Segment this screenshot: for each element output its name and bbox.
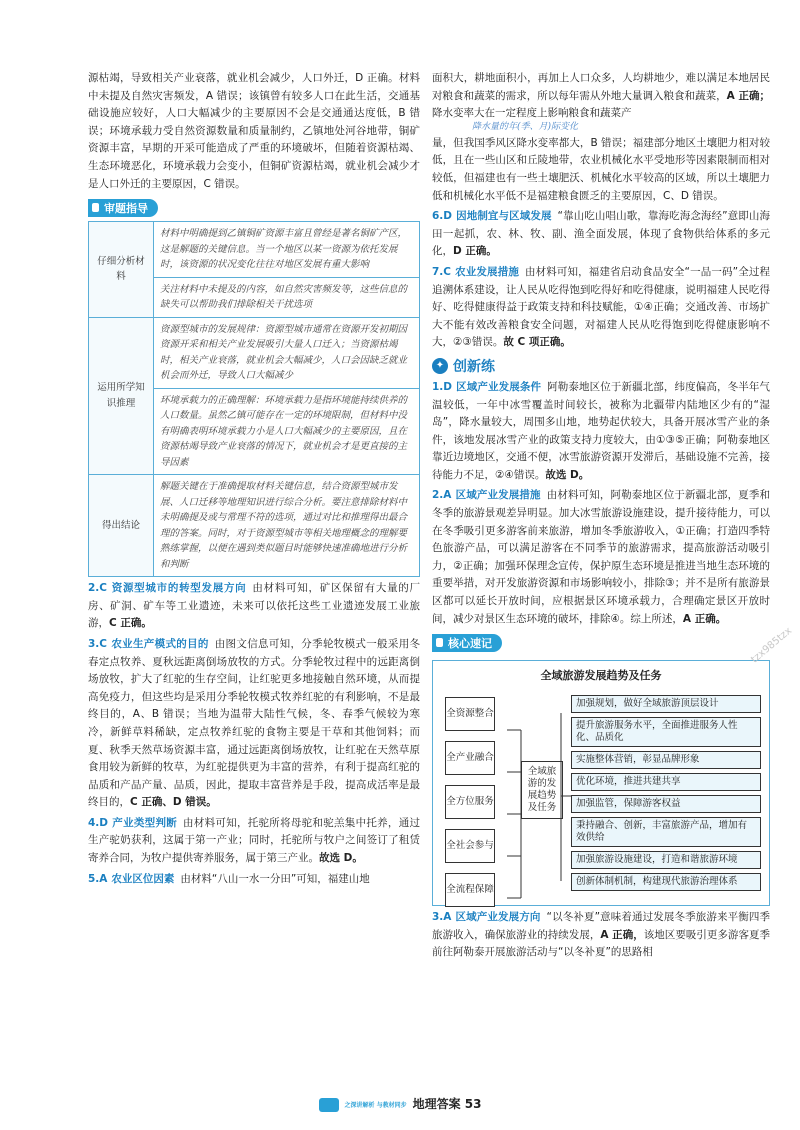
diagram-right-nodes [571, 695, 761, 895]
diagram-node: 全方位服务 [445, 785, 495, 819]
answer-text: 由图文信息可知，分季轮牧模式一般采用冬春定点牧养、夏秋远距离倒场放牧的方式。分季轮牧过程中的远距离倒场放牧，扩大了红驼的生存空间，让红驼更多地接触自然环境，从而提高免疫力，但这些均是采用分季轮牧模式牧养红驼的有利影响，不是最终目的，A、B 错误；当地为温带大陆性气候，冬、春季气候较为寒冷，新鲜草料稀缺，定点牧养红驼的食物主要是干草和其他饲料；而夏、秋季天然草场资源丰富，通过远距离倒场放牧，让红驼在天然草原食用较为新鲜的牧草，为红驼提供更为丰富的营养，有利于提高红驼的品质和产品产量、品质，因此，提取丰富营养是手段，提高成活率是最终目的， [88, 637, 421, 809]
page-footer [0, 1095, 800, 1112]
watermark: tzx985tzx [748, 625, 794, 666]
diagram-task: 加强规划，做好全域旅游顶层设计 [571, 695, 761, 713]
answer-text: 由材料可知，阿勒泰地区位于新疆北部，夏季和冬季的旅游景观差异明显。加大冰雪旅游设施建设，提升接待能力，可以在冬季吸引更多游客前来旅游，增加冬季旅游收入，①正确；打造四季特色旅游产品，可以满足游客在不同季节的旅游需求，提高旅游活动吸引力，②正确；加强环保理念宣传，保护原生态环境是推进当地生态环境的重要举措，对开发旅游资源和市场影响较小，排除③；并不是所有旅游景区都可以延长开放时间，应根据景区环境承载力，合理确定景区开放时间，减少对景区生态环境的破坏，排除④。综上所述， [432, 489, 770, 625]
lightbulb-icon: ✦ [432, 358, 448, 374]
right-column [432, 70, 770, 962]
answer-result: A 正确， [600, 928, 644, 941]
guide-cell: 环境承载力的正确理解：环境承载力是指环境能持续供养的人口数量。虽然乙镇可能存在一定的环境限制，但材料中没有明确表明环境承载力小是人口大幅减少的主要原因，且在资源枯竭导致产业衰落的情况下，就业机会才是更直接的主导因素 [154, 388, 420, 475]
diagram-node: 全流程保障 [445, 873, 495, 907]
answer-tag: 区域产业发展条件 [456, 380, 542, 393]
answer-continuation [432, 70, 770, 123]
diagram-task: 秉持融合、创新，丰富旅游产品，增加有效供给 [571, 817, 761, 847]
diagram-task: 创新体制机制，构建现代旅游治理体系 [571, 873, 761, 891]
answer-text: 由材料可知，福建省启动食品安全“一品一码”全过程追溯体系建设，让人民从吃得饱到吃得好和吃得健康，说明福建人民吃得好、吃得健康得益于政策支持和科技赋能，①④正确；交通改善、市场扩大不能有效改善粮食安全问题，对福建人民从吃得饱到吃得健康影响不大，②③错误。 [432, 265, 771, 349]
answer-number: 2.C [88, 582, 108, 595]
section-title-text: 创新练 [453, 358, 495, 375]
answer-number: 4.D [88, 816, 109, 829]
diagram-task: 加强旅游设施建设，打造和谐旅游环境 [571, 851, 761, 869]
answer-number: 1.D [432, 380, 453, 393]
diagram-node: 全社会参与 [445, 829, 495, 863]
answer-result: A 正确； [726, 89, 770, 102]
answer-tag: 区域产业发展措施 [455, 489, 541, 502]
answer-item [432, 208, 770, 261]
answer-number: 6.D [432, 210, 453, 223]
answer-number: 7.C [432, 265, 452, 278]
answer-result: 故选 D。 [319, 852, 363, 865]
footer-logo-text: 之深讲解析 与教材同步 [344, 1102, 407, 1109]
guide-table [88, 221, 420, 577]
answer-number: 2.A [432, 489, 452, 502]
answer-result: 故选 D。 [545, 468, 590, 481]
guide-row [89, 475, 420, 577]
guide-cell: 解题关键在于准确提取材料关键信息，结合资源型城市发展、人口迁移等地理知识进行综合分析。要注意排除材料中未明确提及或与常理不符的选项，通过对比和推理得出最合理的答案。同时，对于资源型城市等相关地理概念的理解要熟练掌握，以便在遇到类似题目时能够快速准确地进行分析和判断 [154, 475, 420, 577]
answer-item [432, 487, 770, 628]
diagram-task: 优化环境，推进共建共享 [571, 773, 761, 791]
answer-continuation: 量，但我国季风区降水变率都大，B 错误；福建部分地区土壤肥力相对较低，且在一些山区和丘陵地带，农业机械化水平受地形等因素限制而相对较低，但福建也有一些土壤肥沃、机械化水平较高的区域，所以土壤肥力低和机械化水平低不是福建粮食匮乏的主要原因，C、D 错误。 [432, 136, 770, 202]
answer-tag: 区域产业发展方向 [455, 911, 541, 924]
page-number: 地理答案 53 [412, 1097, 482, 1111]
guide-cell: 资源型城市的发展规律：资源型城市通常在资源开发初期因资源开采和相关产业发展吸引大量人口迁入；当资源枯竭时，相关产业衰落，就业机会大幅减少，人口会因缺乏就业机会而外迁，导致人口大幅减少 [154, 317, 420, 388]
answer-result: A 正确。 [682, 612, 727, 625]
answer-tag: 农业区位因素 [111, 872, 175, 885]
publisher-logo-icon [319, 1098, 339, 1112]
answer-text: “靠山吃山唱山歌，靠海吃海念海经”意即山海田一起抓，农、林、牧、副、渔全面发展，体现了食物供给体系的多元化， [432, 210, 770, 258]
handwritten-note: 降水量的年(季、月)际变化 [472, 121, 579, 132]
answer-tag: 资源型城市的转型发展方向 [111, 582, 247, 595]
section-title [432, 356, 770, 376]
diagram-node: 全资源整合 [445, 697, 495, 731]
answer-item [432, 264, 770, 352]
core-title: 核心速记 [432, 634, 502, 652]
guide-row [89, 222, 420, 278]
guide-row-label: 运用所学知识推理 [89, 317, 154, 475]
answer-text: 由材料可知，托驼所将母驼和驼羔集中托养，通过生产驼奶获利，这属于第一产业；同时，托驼所与牧户之间签订了租赁寄养合同，为牧户提供寄养服务，属于第三产业。 [88, 816, 421, 865]
answer-item [88, 815, 420, 868]
answer-number: 3.A [432, 911, 452, 924]
answer-item [88, 636, 420, 812]
left-column [88, 70, 420, 888]
guide-row-label: 仔细分析材料 [89, 222, 154, 318]
answer-item [432, 379, 770, 485]
answer-result: C 正确。 [109, 617, 152, 630]
answer-text: 该地区要吸引更多游客夏季前往阿勒泰开展旅游活动与“以冬补夏”的思路相 [432, 928, 770, 959]
answer-text: 由材料“八山一水一分田”可知，福建山地 [180, 872, 370, 885]
guide-row [89, 317, 420, 388]
guide-title: 审题指导 [88, 199, 158, 217]
guide-cell: 关注材料中未提及的内容，如自然灾害频发等，这些信息的缺失可以帮助我们排除相关干扰选项 [154, 277, 420, 317]
diagram-center-node: 全域旅游的发展趋势及任务 [521, 761, 563, 819]
answer-tag: 因地制宜与区域发展 [456, 210, 552, 223]
diagram-task: 实施整体营销，彰显品牌形象 [571, 751, 761, 769]
answer-tag: 农业生产模式的目的 [111, 637, 209, 650]
continuation-text: 降水变率大在一定程度上影响粮食和蔬菜产 [432, 107, 632, 120]
diagram-task: 提升旅游服务水平，全面推进服务人性化、品质化 [571, 717, 761, 747]
diagram-left-nodes [445, 697, 495, 917]
continuation-text: 面积大，耕地面积小，再加上人口众多，人均耕地少，难以满足本地居民对粮食和蔬菜的需求，所以每年需从外地大量调入粮食和蔬菜， [432, 72, 770, 102]
intro-paragraph: 源枯竭，导致相关产业衰落，就业机会减少，人口外迁，D 正确。材料中未提及自然灾害频发，A 错误；该镇曾有较多人口在此生活，交通基础设施应较好，人口大幅减少的主要原因不会是交通通达度低，B 错误；环境承载力受自然资源数量和质量制约，乙镇地处河谷地带，铜矿资源丰富，早期的开采可能造成了严重的环境破坏，但随着资源枯竭、生态环境恶化，环境承载力会变小，但铜矿资源枯竭，就业机会减少才是人口外迁的主要原因，C 错误。 [88, 72, 420, 190]
answer-result: D 正确。 [453, 245, 497, 258]
tourism-diagram [432, 660, 770, 906]
answer-number: 3.C [88, 637, 108, 650]
answer-text: 由材料可知，矿区保留有大量的厂房、矿洞、矿车等工业遗迹，未来可以依托这些工业遗迹发展工业旅游， [88, 582, 421, 630]
answer-number: 5.A [88, 872, 108, 885]
answer-text: “以冬补夏”意味着通过发展冬季旅游来平衡四季旅游收入，确保旅游业的持续发展， [432, 911, 770, 941]
diagram-node: 全产业融合 [445, 741, 495, 775]
answer-text: 阿勒泰地区位于新疆北部，纬度偏高，冬半年气温较低，一年中冰雪覆盖时间较长，被称为北疆带内陆地区少有的“湿岛”，降水量较大，周围多山地，地势起伏较大，具备开展冰雪产业的条件，该地发展冰雪产业的政策支持力度较大，由①③⑤正确；阿勒泰地区靠近边境地区，交通不便，冰雪旅游资源开发滞后，基础设施不完善，接待能力不足，②④错误。 [432, 380, 771, 481]
answer-item [88, 871, 420, 889]
diagram-title: 全域旅游发展趋势及任务 [540, 669, 662, 683]
guide-row-label: 得出结论 [89, 475, 154, 577]
answer-tag: 产业类型判断 [112, 816, 178, 829]
answer-result: 故 C 项正确。 [503, 336, 571, 349]
answer-tag: 农业发展措施 [455, 265, 519, 278]
diagram-task: 加强监管，保障游客权益 [571, 795, 761, 813]
guide-cell: 材料中明确提到乙镇铜矿资源丰富且曾经是著名铜矿产区，这是解题的关键信息。当一个地区以某一资源为依托发展时，该资源的状况变化往往对地区发展有重大影响 [154, 222, 420, 278]
answer-item [88, 580, 420, 633]
answer-result: C 正确、D 错误。 [130, 796, 217, 809]
